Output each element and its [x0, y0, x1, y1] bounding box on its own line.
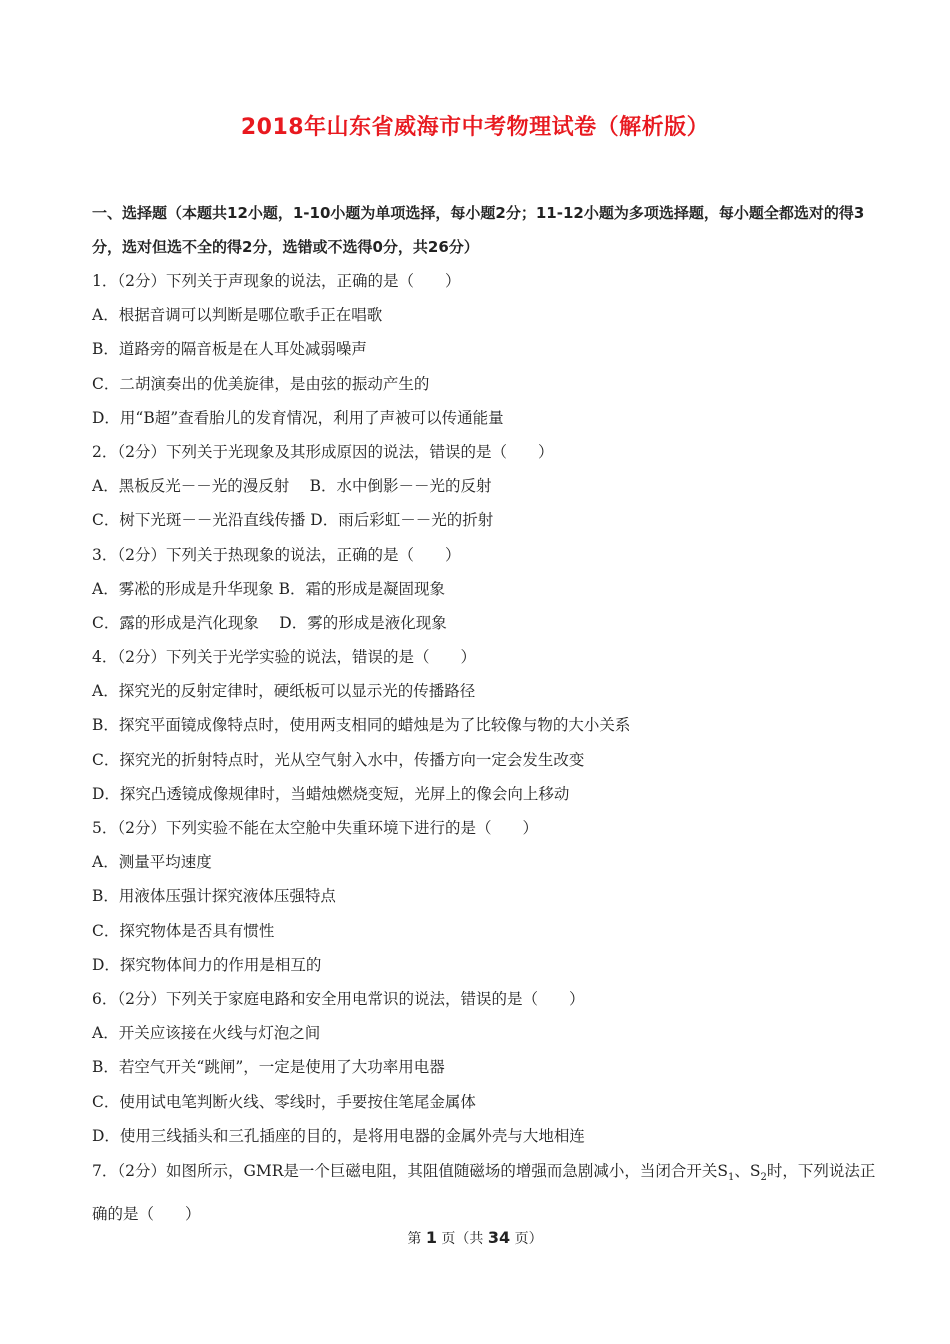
option-line: C．探究光的折射特点时，光从空气射入水中，传播方向一定会发生改变 [92, 750, 585, 769]
option-line: A．根据音调可以判断是哪位歌手正在唱歌 [92, 306, 383, 325]
option-line: A．测量平均速度 [92, 853, 212, 872]
option-line: C．树下光斑－－光沿直线传播 D．雨后彩虹－－光的折射 [92, 511, 494, 530]
option-line: A．开关应该接在火线与灯泡之间 [92, 1024, 321, 1043]
footer-suffix: 页） [510, 1231, 543, 1247]
option-line: B．探究平面镜成像特点时，使用两支相同的蜡烛是为了比较像与物的大小关系 [92, 716, 631, 735]
page-footer [0, 1228, 950, 1248]
option-line: A．雾凇的形成是升华现象 B．霜的形成是凝固现象 [92, 579, 446, 598]
page-total: 34 [487, 1228, 511, 1247]
footer-prefix: 第 [407, 1231, 426, 1247]
document-title: 2018年山东省威海市中考物理试卷（解析版） [240, 115, 710, 140]
option-line: B．若空气开关“跳闸”，一定是使用了大功率用电器 [92, 1058, 445, 1077]
question-line: 6．（2分）下列关于家庭电路和安全用电常识的说法，错误的是（ ） [92, 989, 585, 1008]
section-heading: 一、选择题（本题共12小题，1-10小题为单项选择，每小题2分；11-12小题为多项选择题，每小题全都选对的得3分，选对但选不全的得2分，选错或不选得0分，共26分） [92, 204, 865, 256]
option-line: B．用液体压强计探究液体压强特点 [92, 887, 336, 906]
option-line: D．用“B超”查看胎儿的发育情况，利用了声被可以传通能量 [92, 408, 504, 427]
question-line: 1．（2分）下列关于声现象的说法，正确的是（ ） [92, 272, 461, 290]
option-line: A．黑板反光－－光的漫反射 B．水中倒影－－光的反射 [92, 477, 492, 496]
option-line: C．二胡演奏出的优美旋律，是由弦的振动产生的 [92, 374, 430, 393]
question-list [92, 264, 882, 1232]
question-line: 2．（2分）下列关于光现象及其形成原因的说法，错误的是（ ） [92, 442, 554, 461]
question-7-separator: 、S [734, 1161, 761, 1180]
question-7 [92, 1153, 882, 1232]
question-line: 5．（2分）下列实验不能在太空舱中失重环境下进行的是（ ） [92, 819, 538, 837]
option-line: C．探究物体是否具有惯性 [92, 921, 275, 940]
option-line: B．道路旁的隔音板是在人耳处减弱噪声 [92, 340, 367, 359]
subscript-2: 2 [760, 1171, 767, 1183]
question-7-text-a: 7．（2分）如图所示，GMR是一个巨磁电阻，其阻值随磁场的增强而急剧减小，当闭合开关S [92, 1161, 729, 1180]
footer-middle: 页（共 [436, 1231, 488, 1247]
option-line: C．使用试电笔判断火线、零线时，手要按住笔尾金属体 [92, 1092, 476, 1111]
option-line: D．探究凸透镜成像规律时，当蜡烛燃烧变短，光屏上的像会向上移动 [92, 784, 570, 803]
subscript-1: 1 [728, 1171, 735, 1183]
option-line: C．露的形成是汽化现象 D．雾的形成是液化现象 [92, 613, 447, 632]
page-number: 1 [425, 1228, 437, 1247]
question-7-text-b: 时，下列说法正确的是（ ） [92, 1161, 876, 1223]
question-line: 3．（2分）下列关于热现象的说法，正确的是（ ） [92, 545, 461, 564]
option-line: D．使用三线插头和三孔插座的目的，是将用电器的金属外壳与大地相连 [92, 1126, 585, 1145]
option-line: A．探究光的反射定律时，硬纸板可以显示光的传播路径 [92, 682, 476, 701]
question-line: 4．（2分）下列关于光学实验的说法，错误的是（ ） [92, 648, 476, 667]
option-line: D．探究物体间力的作用是相互的 [92, 955, 322, 974]
